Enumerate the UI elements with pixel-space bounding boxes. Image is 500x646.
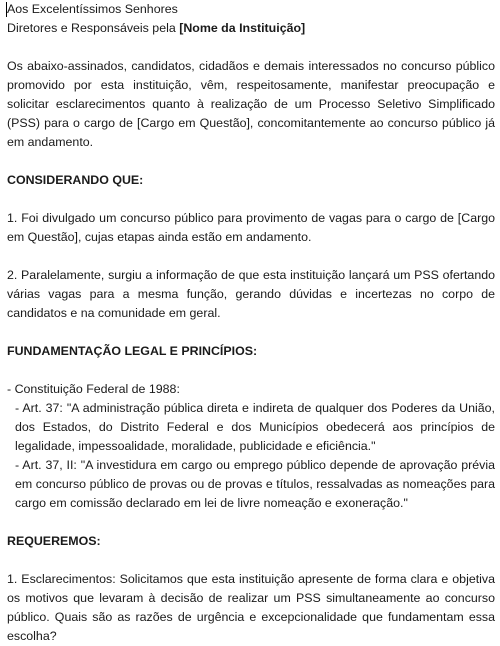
salutation: [7, 0, 495, 19]
considerando-heading: CONSIDERANDO QUE:: [7, 173, 144, 187]
document-body: [7, 0, 495, 646]
fundamentacao-source: - Constituição Federal de 1988:: [7, 382, 180, 396]
article-37: - Art. 37: "A administração pública direta e indireta de qualquer dos Poderes da União, dos Estados, do Distrito Federal e dos Municípios obedecerá aos princípios de legalidade, impessoalidade, moralidade, publicidade e eficiência.": [15, 401, 495, 453]
text-cursor: [6, 2, 7, 17]
salutation-text: Aos Excelentíssimos Senhores: [7, 2, 178, 16]
recipients-line: [7, 19, 495, 38]
considerando-item-2: 2. Paralelamente, surgiu a informação de que esta instituição lançará um PSS ofertando várias vagas para a mesma função, gerando dúvidas e incertezas no corpo de candidatos e na comunidade em geral.: [7, 268, 495, 320]
fundamentacao-heading: FUNDAMENTAÇÃO LEGAL E PRINCÍPIOS:: [7, 344, 258, 358]
institution-placeholder: [Nome da Instituição]: [179, 21, 306, 35]
considerando-item-1: 1. Foi divulgado um concurso público para provimento de vagas para o cargo de [Cargo em Questão], cujas etapas ainda estão em andamento.: [7, 211, 495, 244]
recipients-prefix: Diretores e Responsáveis pela: [7, 21, 180, 35]
requeremos-item-1: 1. Esclarecimentos: Solicitamos que esta instituição apresente de forma clara e objetiva os motivos que levaram à decisão de realizar um PSS simultaneamente ao concurso público. Quais são as razões de urgência e excepcionalidade que fundamentam essa escolha?: [7, 572, 495, 643]
intro-paragraph: Os abaixo-assinados, candidatos, cidadãos e demais interessados no concurso público promovido por esta instituição, vêm, respeitosamente, manifestar preocupação e solicitar esclarecimentos quanto à realização de um Processo Seletivo Simplificado (PSS) para o cargo de [Cargo em Questão], concomitantemente ao concurso público já em andamento.: [7, 59, 495, 149]
requeremos-heading: REQUEREMOS:: [7, 534, 101, 548]
article-37-ii: - Art. 37, II: "A investidura em cargo ou emprego público depende de aprovação prévia em concurso público de provas ou de provas e títulos, ressalvadas as nomeações para cargo em comissão declarado em lei de livre nomeação e exoneração.": [15, 458, 495, 510]
